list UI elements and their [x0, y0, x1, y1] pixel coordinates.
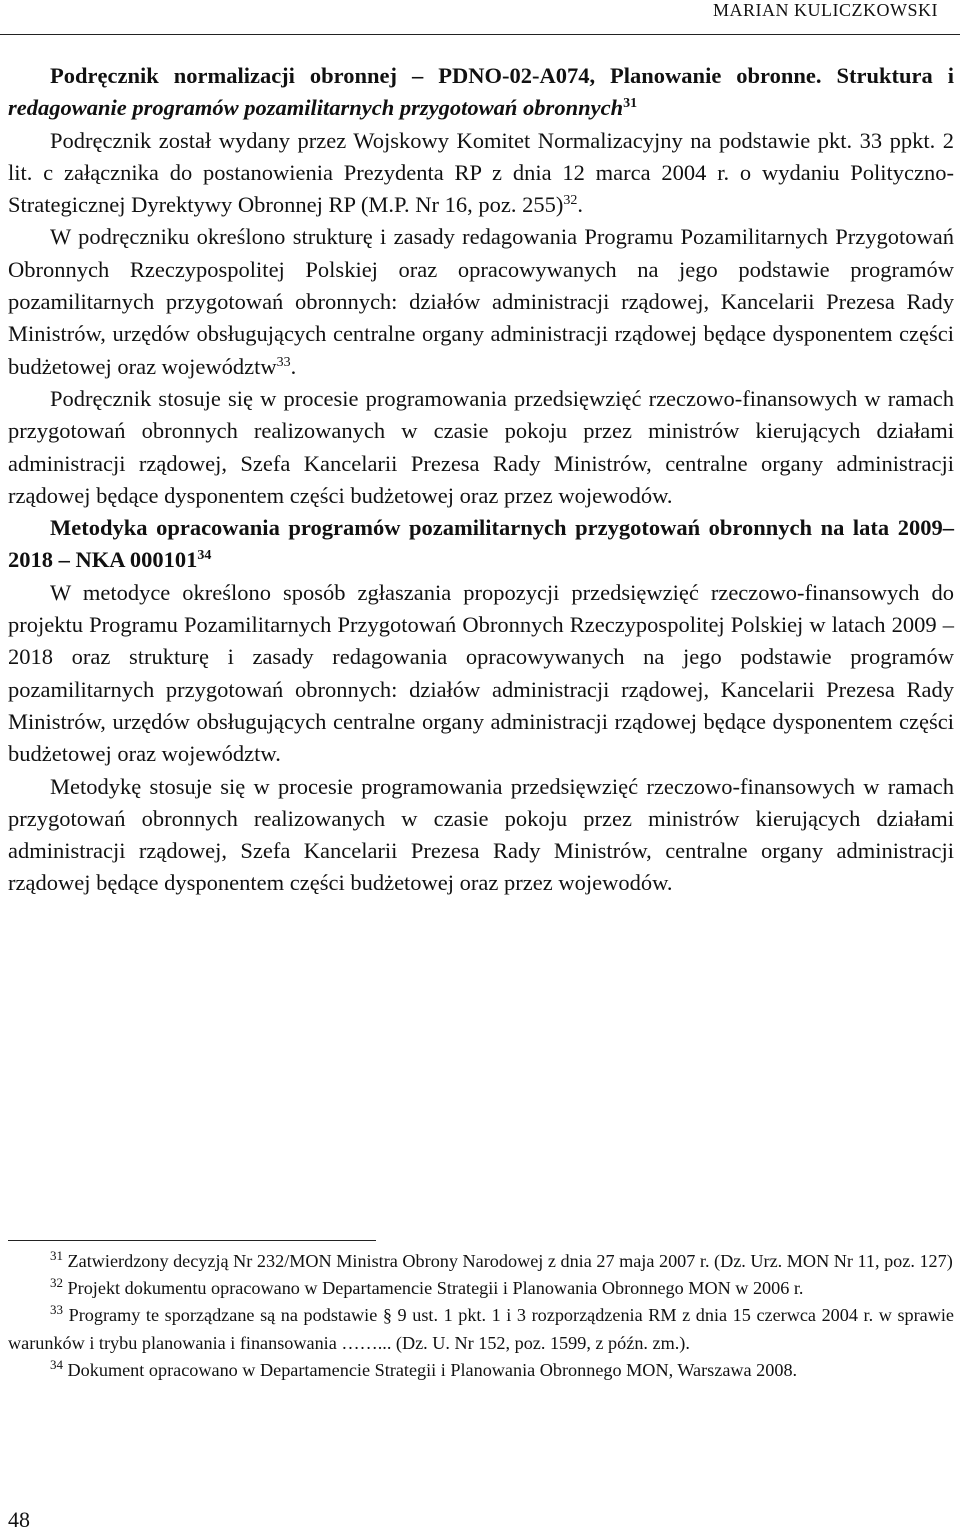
footnote-text: Dokument opracowano w Departamencie Strategii i Planowania Obronnego MON, Warszawa 2008. — [67, 1359, 798, 1380]
paragraph — [8, 383, 954, 512]
paragraph-tail: . — [577, 192, 583, 218]
paragraph-text: Podręcznik stosuje się w procesie programowania przedsięwzięć rzeczowo-finansowych w ramach przygotowań obronnych realizowanych w czasie pokoju przez ministrów kierujących działami administracji rządowej, Szefa Kancelarii Prezesa Rady Ministrów, centralne organy administracji rządowej będące dysponentem części budżetowej oraz przez wojewodów. — [8, 385, 954, 508]
running-head: MARIAN KULICZKOWSKI — [713, 0, 938, 20]
footnote-text: Zatwierdzony decyzją Nr 232/MON Ministra Obrony Narodowej z dnia 27 maja 2007 r. (Dz. Urz. MON Nr 11, poz. 127) — [67, 1251, 953, 1271]
footnote-ref[interactable]: 32 — [563, 193, 578, 209]
footnote-32 — [8, 1275, 954, 1302]
footnote-ref[interactable]: 31 — [623, 96, 638, 112]
footnote-31 — [8, 1248, 954, 1275]
footnote-number: 31 — [50, 1248, 63, 1263]
paragraph-text: W metodyce określono sposób zgłaszania propozycji przedsięwzięć rzeczowo-finansowych do projektu Programu Pozamilitarnych Przygotowań Obronnych Rzeczypospolitej Polskiej w latach 2009 – 2018 oraz strukturę i zasady redagowania opracowywanych na jego podstawie programów pozamilitarnych przygotowań obronnych: działów administracji rządowej, Kancelarii Prezesa Rady Ministrów, urzędów obsługujących centralne organy administracji rządowej będące dysponentem części budżetowej oraz województw. — [8, 579, 954, 767]
footnote-number: 32 — [50, 1275, 63, 1291]
paragraph-text: Metodykę stosuje się w procesie programowania przedsięwzięć rzeczowo-finansowych w ramach przygotowań obronnych realizowanych w czasie pokoju przez ministrów kierujących działami administracji rządowej, Szefa Kancelarii Prezesa Rady Ministrów, centralne organy administracji rządowej będące dysponentem części budżetowej oraz przez wojewodów. — [8, 773, 954, 896]
page-number: 48 — [8, 1507, 30, 1532]
paragraph — [8, 221, 954, 382]
paragraph-text: Podręcznik został wydany przez Wojskowy Komitet Normalizacyjny na podstawie pkt. 33 ppkt. 2 lit. c załącznika do postanowienia Prezydenta RP z dnia 12 marca 2004 r. o wydaniu Polityczno-Strategicznej Dyrektywy Obronnej RP (M.P. Nr 16, poz. 255) — [8, 127, 954, 218]
heading-bold-text: Metodyka opracowania programów pozamilitarnych przygotowań obronnych na lata 2009–2018 – NKA 000101 — [8, 515, 954, 573]
footnote-number: 34 — [50, 1356, 63, 1372]
footnotes — [8, 1248, 954, 1384]
footnote-ref[interactable]: 33 — [276, 354, 291, 370]
section-heading-nka — [8, 512, 954, 577]
footnote-33 — [8, 1302, 954, 1356]
body-text — [8, 60, 954, 900]
footnote-number: 33 — [50, 1302, 63, 1318]
paragraph-text: W podręczniku określono strukturę i zasady redagowania Programu Pozamilitarnych Przygotowań Obronnych Rzeczypospolitej Polskiej oraz opracowywanych na jego podstawie programów pozamilitarnych przygotowań obronnych: działów administracji rządowej, Kancelarii Prezesa Rady Ministrów, urzędów obsługujących centralne organy administracji rządowej będące dysponentem części budżetowej oraz województw — [8, 224, 954, 379]
paragraph — [8, 577, 954, 771]
header-rule — [0, 34, 960, 35]
paragraph — [8, 125, 954, 222]
heading-italic-text: redagowanie programów pozamilitarnych przygotowań obronnych — [8, 95, 624, 121]
footnote-rule — [8, 1240, 376, 1241]
footnote-34 — [8, 1357, 954, 1384]
footnote-text: Projekt dokumentu opracowano w Departamencie Strategii i Planowania Obronnego MON w 2006 r. — [67, 1278, 804, 1299]
paragraph-tail: . — [290, 353, 297, 379]
footnote-ref[interactable]: 34 — [197, 548, 212, 564]
footnote-text: Programy te sporządzane są na podstawie § 9 ust. 1 pkt. 1 i 3 rozporządzenia RM z dnia 15 czerwca 2004 r. w sprawie warunków i trybu planowania i finansowania ……... (Dz. U. Nr 152, poz. 1599, z późn. zm.). — [8, 1305, 955, 1353]
paragraph — [8, 771, 954, 900]
section-heading-pdno — [8, 60, 954, 125]
heading-bold-text: Podręcznik normalizacji obronnej – PDNO-02-A074, Planowanie obronne. Struktura i — [50, 63, 954, 88]
